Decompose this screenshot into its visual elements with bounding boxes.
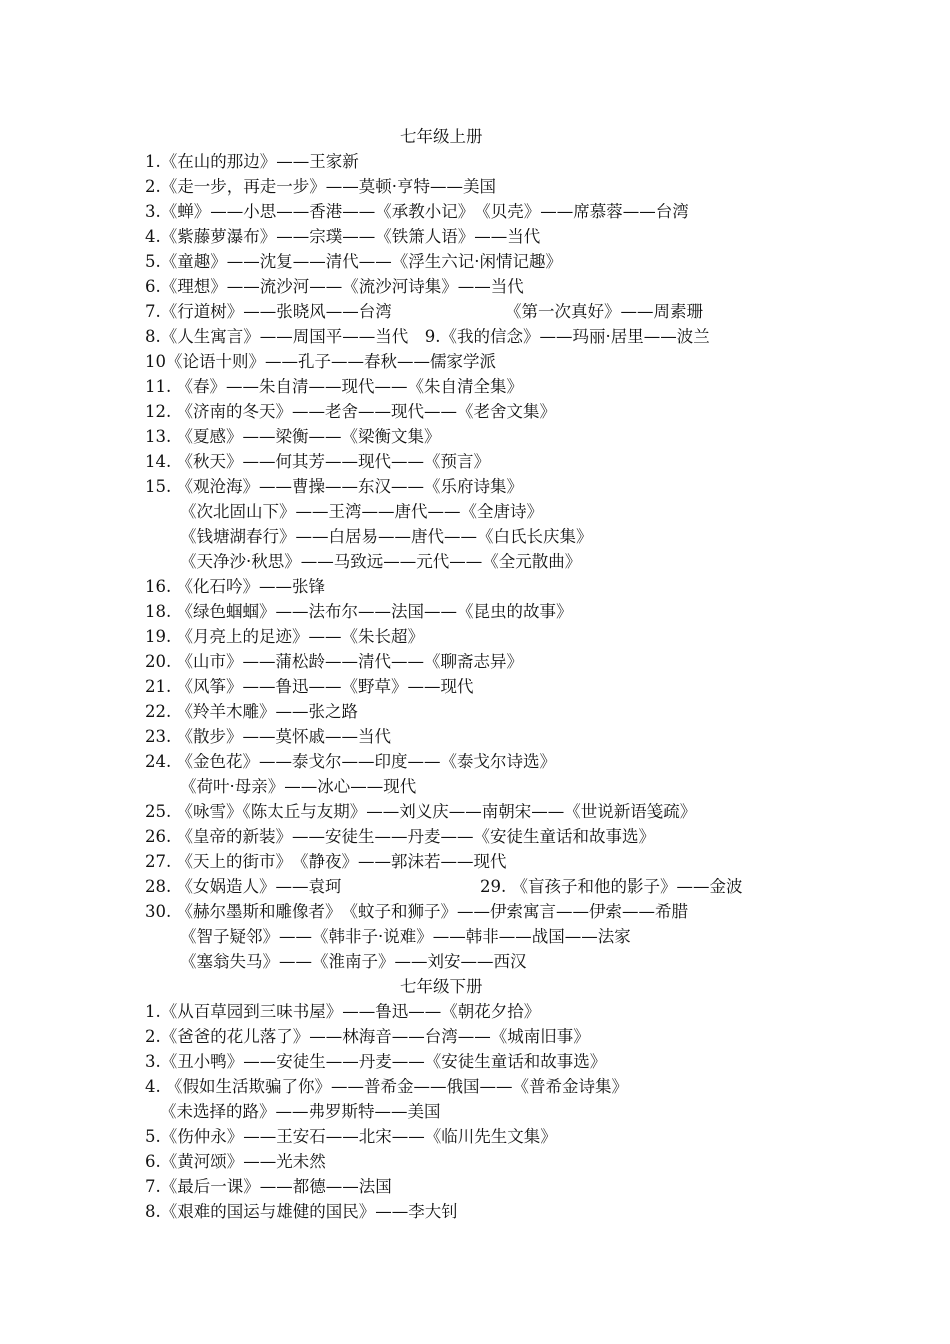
entry-line: 18. 《绿色蝈蝈》——法布尔——法国——《昆虫的故事》 — [145, 602, 573, 621]
section-title-grade7-vol2 — [145, 974, 845, 999]
entry-line: 21. 《风筝》——鲁迅——《野草》——现代 — [145, 677, 474, 696]
entry-line: 4.《紫藤萝瀑布》——宗璞——《铁箫人语》——当代 — [145, 227, 541, 246]
entry-line: 3.《蝉》——小思——香港——《承教小记》 《贝壳》——席慕蓉——台湾 — [145, 202, 689, 221]
entry-line: 12. 《济南的冬天》——老舍——现代——《老舍文集》 — [145, 402, 556, 421]
entry-line: 15. 《观沧海》——曹操——东汉——《乐府诗集》 — [145, 477, 523, 496]
entry-sub-line: 《次北固山下》——王湾——唐代——《全唐诗》 — [180, 502, 543, 521]
entry-line: 6.《黄河颂》——光未然 — [145, 1152, 326, 1171]
entry-left: 7.《行道树》——张晓风——台湾 — [145, 302, 392, 321]
entry-line: 8.《人生寓言》——周国平——当代 9.《我的信念》——玛丽·居里——波兰 — [145, 327, 710, 346]
entry-right: 29. 《盲孩子和他的影子》——金波 — [480, 877, 743, 896]
entry-line: 23. 《散步》——莫怀戚——当代 — [145, 727, 391, 746]
section-title-text: 七年级下册 — [400, 977, 483, 996]
entry-line: 27. 《天上的街市》 《静夜》——郭沫若——现代 — [145, 852, 507, 871]
entry-line: 8.《艰难的国运与雄健的国民》——李大钊 — [145, 1202, 458, 1221]
entry-line: 24. 《金色花》——泰戈尔——印度——《泰戈尔诗选》 — [145, 752, 556, 771]
section-title-text: 七年级上册 — [400, 127, 483, 146]
entry-line: 11. 《春》——朱自清——现代——《朱自清全集》 — [145, 377, 523, 396]
entry-line: 7.《最后一课》——都德——法国 — [145, 1177, 392, 1196]
entry-sub-line: 《钱塘湖春行》——白居易——唐代——《白氏长庆集》 — [180, 527, 593, 546]
entry-line: 1.《在山的那边》——王家新 — [145, 152, 359, 171]
document-content — [145, 124, 845, 1224]
entry-line: 16. 《化石吟》——张锋 — [145, 577, 325, 596]
entry-line: 25. 《咏雪》《陈太丘与友期》——刘义庆——南朝宋——《世说新语笺疏》 — [145, 802, 697, 821]
entry-line: 4. 《假如生活欺骗了你》——普希金——俄国——《普希金诗集》 — [145, 1077, 628, 1096]
section-title-grade7-vol1 — [145, 124, 845, 149]
entry-left: 28. 《女娲造人》——袁珂 — [145, 877, 342, 896]
entry-sub-line: 《荷叶·母亲》——冰心——现代 — [180, 777, 417, 796]
entry-line: 2.《走一步，再走一步》——莫顿·亨特——美国 — [145, 177, 496, 196]
entry-line: 14. 《秋天》——何其芳——现代——《预言》 — [145, 452, 490, 471]
entry-line-two-column — [145, 874, 845, 899]
entry-right: 《第一次真好》——周素珊 — [505, 302, 703, 321]
entry-line: 30. 《赫尔墨斯和雕像者》 《蚊子和狮子》——伊索寓言——伊索——希腊 — [145, 902, 688, 921]
entry-line-two-column — [145, 299, 845, 324]
entry-line: 1.《从百草园到三味书屋》——鲁迅——《朝花夕拾》 — [145, 1002, 541, 1021]
entry-line: 6.《理想》——流沙河——《流沙河诗集》——当代 — [145, 277, 524, 296]
entry-line: 20. 《山市》——蒲松龄——清代——《聊斋志异》 — [145, 652, 523, 671]
entry-line: 2.《爸爸的花儿落了》——林海音——台湾——《城南旧事》 — [145, 1027, 590, 1046]
entry-line: 5.《伤仲永》——王安石——北宋——《临川先生文集》 — [145, 1127, 557, 1146]
entry-sub-line: 《未选择的路》——弗罗斯特——美国 — [160, 1102, 441, 1121]
entry-line: 26. 《皇帝的新装》——安徒生——丹麦——《安徒生童话和故事选》 — [145, 827, 655, 846]
entry-sub-line: 《塞翁失马》——《淮南子》——刘安——西汉 — [180, 952, 527, 971]
entry-sub-line: 《天净沙·秋思》——马致远——元代——《全元散曲》 — [180, 552, 582, 571]
entry-line: 5.《童趣》——沈复——清代——《浮生六记·闲情记趣》 — [145, 252, 562, 271]
entry-line: 3.《丑小鸭》——安徒生——丹麦——《安徒生童话和故事选》 — [145, 1052, 607, 1071]
entry-line: 22. 《羚羊木雕》——张之路 — [145, 702, 358, 721]
entry-sub-line: 《智子疑邻》——《韩非子·说难》——韩非——战国——法家 — [180, 927, 631, 946]
entry-line: 13. 《夏感》——梁衡——《梁衡文集》 — [145, 427, 441, 446]
entry-line: 19. 《月亮上的足迹》——《朱长超》 — [145, 627, 424, 646]
entry-line: 10《论语十则》——孔子——春秋——儒家学派 — [145, 352, 496, 371]
